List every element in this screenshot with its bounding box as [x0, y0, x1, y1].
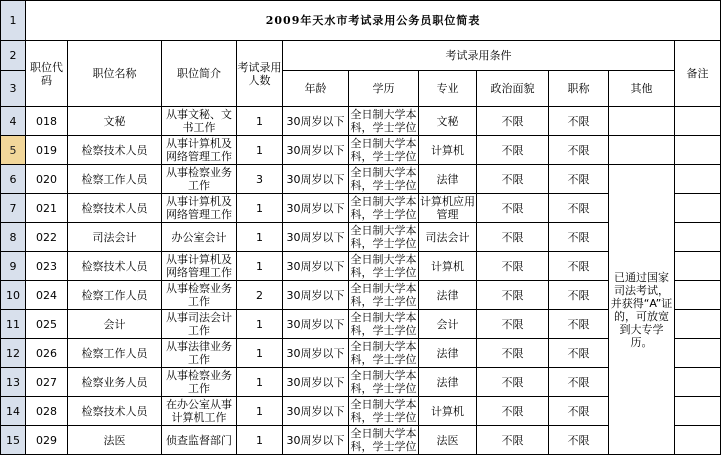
cell-name[interactable]: 检察工作人员 [68, 165, 162, 194]
row-header[interactable]: 3 [1, 71, 26, 107]
row-header[interactable]: 14 [1, 397, 26, 426]
cell-education[interactable]: 全日制大学本科，学士学位 [350, 166, 417, 192]
cell-politics[interactable]: 不限 [477, 194, 549, 223]
cell-intro[interactable]: 从事法律业务工作 [162, 339, 237, 368]
cell-age[interactable]: 30周岁以下 [283, 426, 349, 455]
cell-major[interactable]: 法律 [419, 165, 477, 194]
title-row [1, 1, 721, 41]
cell-count[interactable]: 1 [237, 223, 283, 252]
cell-other[interactable] [609, 107, 675, 136]
cell-code[interactable]: 021 [26, 194, 68, 223]
cell-major[interactable]: 司法会计 [419, 223, 477, 252]
header-major[interactable]: 专业 [419, 71, 477, 107]
cell-remark[interactable] [675, 194, 721, 223]
cell-education[interactable]: 全日制大学本科，学士学位 [350, 340, 417, 366]
cell-politics[interactable]: 不限 [477, 136, 549, 165]
cell-intro[interactable]: 办公室会计 [162, 223, 237, 252]
cell-politics[interactable]: 不限 [477, 281, 549, 310]
header-age[interactable]: 年龄 [283, 71, 349, 107]
cell-politics[interactable]: 不限 [477, 368, 549, 397]
cell-major[interactable]: 法律 [419, 281, 477, 310]
cell-intro[interactable]: 从事检察业务工作 [162, 165, 237, 194]
cell-name[interactable]: 检察业务人员 [68, 368, 162, 397]
cell-politics[interactable]: 不限 [477, 107, 549, 136]
cell-remark[interactable] [675, 368, 721, 397]
cell-politics[interactable]: 不限 [477, 252, 549, 281]
cell-politics[interactable]: 不限 [477, 397, 549, 426]
cell-rank[interactable]: 不限 [549, 194, 609, 223]
cell-name[interactable]: 检察技术人员 [68, 252, 162, 281]
cell-code[interactable]: 025 [26, 310, 68, 339]
cell-age[interactable]: 30周岁以下 [283, 281, 349, 310]
cell-major[interactable]: 计算机应用管理 [420, 195, 475, 221]
cell-name[interactable]: 检察技术人员 [68, 194, 162, 223]
cell-rank[interactable]: 不限 [549, 397, 609, 426]
cell-major[interactable]: 法医 [419, 426, 477, 455]
cell-code[interactable]: 029 [26, 426, 68, 455]
header-rank[interactable]: 职称 [549, 71, 609, 107]
cell-count[interactable]: 1 [237, 252, 283, 281]
cell-major[interactable]: 会计 [419, 310, 477, 339]
cell-remark[interactable] [675, 310, 721, 339]
cell-code[interactable]: 026 [26, 339, 68, 368]
cell-age[interactable]: 30周岁以下 [283, 165, 349, 194]
row-header[interactable]: 6 [1, 165, 26, 194]
header-conditions[interactable]: 考试录用条件 [283, 41, 675, 71]
cell-code[interactable]: 022 [26, 223, 68, 252]
cell-intro[interactable]: 从事检察业务工作 [162, 368, 237, 397]
cell-rank[interactable]: 不限 [549, 136, 609, 165]
cell-count[interactable]: 2 [237, 281, 283, 310]
table-row [1, 165, 721, 194]
cell-code[interactable]: 023 [26, 252, 68, 281]
cell-count[interactable]: 1 [237, 426, 283, 455]
cell-education[interactable]: 全日制大学本科，学士学位 [350, 108, 417, 134]
cell-age[interactable]: 30周岁以下 [283, 136, 349, 165]
cell-intro[interactable]: 在办公室从事计算机工作 [162, 397, 237, 426]
cell-name[interactable]: 检察工作人员 [68, 339, 162, 368]
cell-rank[interactable]: 不限 [549, 310, 609, 339]
row-header[interactable]: 7 [1, 194, 26, 223]
header-politics[interactable]: 政治面貌 [477, 71, 549, 107]
cell-rank[interactable]: 不限 [549, 165, 609, 194]
cell-education[interactable]: 全日制大学本科，学士学位 [350, 195, 417, 221]
cell-remark[interactable] [675, 397, 721, 426]
cell-intro[interactable]: 侦查监督部门 [162, 426, 237, 455]
cell-education[interactable]: 全日制大学本科，学士学位 [350, 253, 417, 279]
row-header[interactable]: 12 [1, 339, 26, 368]
cell-intro[interactable]: 从事司法会计工作 [162, 310, 237, 339]
cell-remark[interactable] [675, 281, 721, 310]
cell-remark[interactable] [675, 107, 721, 136]
cell-rank[interactable]: 不限 [549, 107, 609, 136]
cell-age[interactable]: 30周岁以下 [283, 107, 349, 136]
cell-remark[interactable] [675, 223, 721, 252]
cell-education[interactable]: 全日制大学本科，学士学位 [350, 282, 417, 308]
cell-count[interactable]: 1 [237, 339, 283, 368]
cell-intro[interactable]: 从事检察业务工作 [162, 281, 237, 310]
header-count[interactable]: 考试录用人数 [237, 41, 283, 107]
row-header[interactable]: 4 [1, 107, 26, 136]
cell-name[interactable]: 检察技术人员 [68, 397, 162, 426]
cell-age[interactable]: 30周岁以下 [283, 368, 349, 397]
header-intro[interactable]: 职位简介 [162, 41, 237, 107]
cell-rank[interactable]: 不限 [549, 426, 609, 455]
cell-rank[interactable]: 不限 [549, 223, 609, 252]
cell-intro[interactable]: 从事计算机及网络管理工作 [162, 252, 237, 281]
cell-code[interactable]: 020 [26, 165, 68, 194]
row-header[interactable]: 1 [1, 1, 26, 41]
cell-remark[interactable] [675, 252, 721, 281]
cell-politics[interactable]: 不限 [477, 223, 549, 252]
row-header[interactable]: 13 [1, 368, 26, 397]
cell-count[interactable]: 1 [237, 310, 283, 339]
cell-code[interactable]: 024 [26, 281, 68, 310]
cell-age[interactable]: 30周岁以下 [283, 252, 349, 281]
row-header[interactable]: 10 [1, 281, 26, 310]
cell-rank[interactable]: 不限 [549, 368, 609, 397]
cell-education[interactable]: 全日制大学本科，学士学位 [350, 224, 417, 250]
cell-name[interactable]: 会计 [68, 310, 162, 339]
cell-age[interactable]: 30周岁以下 [283, 397, 349, 426]
row-header[interactable]: 15 [1, 426, 26, 455]
cell-age[interactable]: 30周岁以下 [283, 310, 349, 339]
cell-code[interactable]: 019 [26, 136, 68, 165]
row-header[interactable]: 11 [1, 310, 26, 339]
table-row [1, 107, 721, 136]
cell-remark[interactable] [675, 426, 721, 455]
cell-rank[interactable]: 不限 [549, 252, 609, 281]
cell-remark[interactable] [675, 339, 721, 368]
cell-major[interactable]: 计算机 [419, 136, 477, 165]
page-title[interactable]: 2009年天水市考试录用公务员职位简表 [26, 1, 721, 41]
cell-education[interactable]: 全日制大学本科，学士学位 [350, 427, 417, 453]
cell-name[interactable]: 法医 [68, 426, 162, 455]
cell-major[interactable]: 计算机 [419, 252, 477, 281]
cell-count[interactable]: 1 [237, 107, 283, 136]
cell-major[interactable]: 文秘 [419, 107, 477, 136]
cell-name[interactable]: 检察技术人员 [68, 136, 162, 165]
table-row [1, 136, 721, 165]
cell-rank[interactable]: 不限 [549, 281, 609, 310]
cell-major[interactable]: 法律 [419, 368, 477, 397]
cell-remark[interactable] [675, 136, 721, 165]
header-code[interactable]: 职位代码 [26, 41, 68, 107]
cell-politics[interactable]: 不限 [477, 165, 549, 194]
cell-code[interactable]: 027 [26, 368, 68, 397]
cell-name[interactable]: 检察工作人员 [68, 281, 162, 310]
row-header[interactable]: 2 [1, 41, 26, 71]
cell-count[interactable]: 3 [237, 165, 283, 194]
row-header[interactable]: 9 [1, 252, 26, 281]
cell-other[interactable] [609, 136, 675, 165]
cell-name[interactable]: 文秘 [68, 107, 162, 136]
header-remark[interactable]: 备注 [675, 41, 721, 107]
cell-intro[interactable]: 从事计算机及网络管理工作 [162, 136, 237, 165]
cell-intro[interactable]: 从事计算机及网络管理工作 [162, 194, 237, 223]
cell-intro[interactable]: 从事文秘、文书工作 [162, 107, 237, 136]
header-name[interactable]: 职位名称 [68, 41, 162, 107]
cell-major[interactable]: 法律 [419, 339, 477, 368]
cell-politics[interactable]: 不限 [477, 339, 549, 368]
cell-rank[interactable]: 不限 [549, 339, 609, 368]
cell-age[interactable]: 30周岁以下 [283, 223, 349, 252]
cell-code[interactable]: 018 [26, 107, 68, 136]
cell-remark[interactable] [675, 165, 721, 194]
cell-major[interactable]: 计算机 [419, 397, 477, 426]
cell-name[interactable]: 司法会计 [68, 223, 162, 252]
cell-education[interactable]: 全日制大学本科，学士学位 [350, 398, 417, 424]
cell-count[interactable]: 1 [237, 194, 283, 223]
cell-count[interactable]: 1 [237, 368, 283, 397]
cell-age[interactable]: 30周岁以下 [283, 339, 349, 368]
cell-education[interactable]: 全日制大学本科，学士学位 [350, 369, 417, 395]
cell-code[interactable]: 028 [26, 397, 68, 426]
cell-education[interactable]: 全日制大学本科，学士学位 [350, 137, 417, 163]
cell-other-note[interactable]: 已通过国家司法考试，并获得“A”证的，可放宽到大专学历。 [609, 165, 675, 455]
cell-age[interactable]: 30周岁以下 [283, 194, 349, 223]
cell-politics[interactable]: 不限 [477, 426, 549, 455]
row-header[interactable]: 8 [1, 223, 26, 252]
cell-education[interactable]: 全日制大学本科，学士学位 [350, 311, 417, 337]
cell-count[interactable]: 1 [237, 136, 283, 165]
cell-politics[interactable]: 不限 [477, 310, 549, 339]
header-row [1, 41, 721, 71]
cell-count[interactable]: 1 [237, 397, 283, 426]
row-header[interactable]: 5 [1, 136, 26, 165]
header-education[interactable]: 学历 [349, 71, 419, 107]
header-other[interactable]: 其他 [609, 71, 675, 107]
